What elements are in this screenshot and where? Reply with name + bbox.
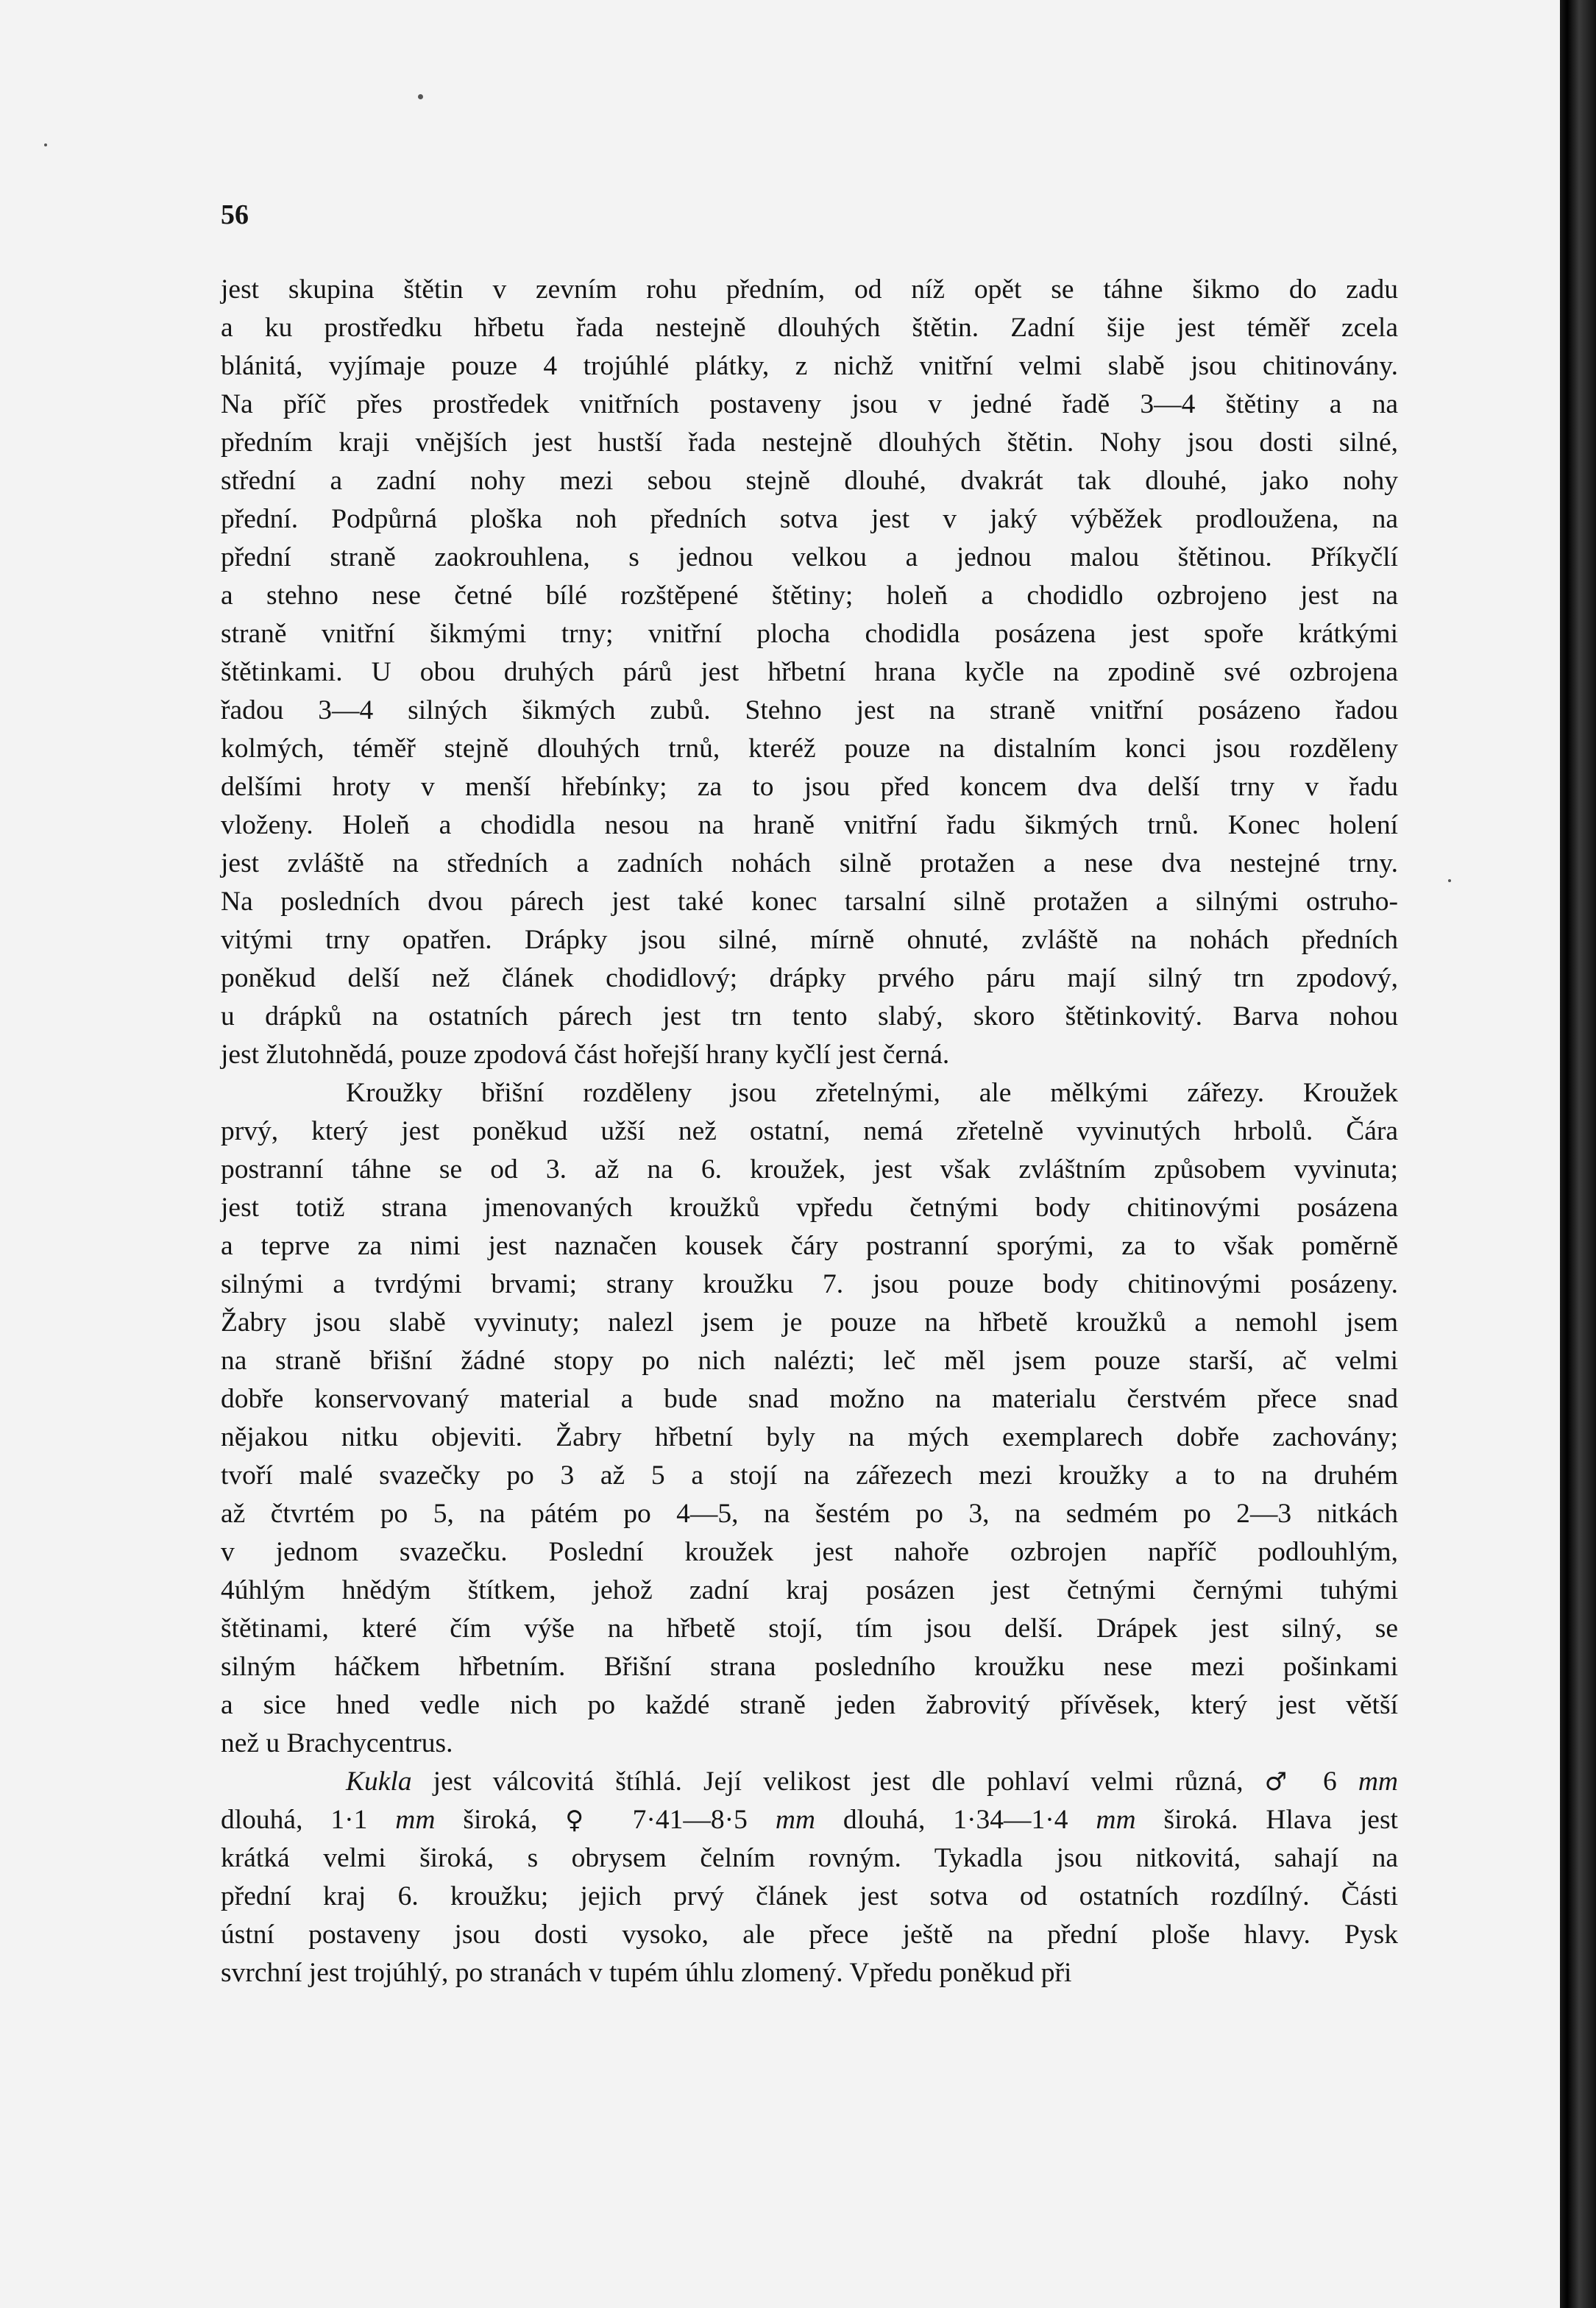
text-line: straně vnitřní šikmými trny; vnitřní plocha chodidla posázena jest spoře krátkými <box>221 619 1398 649</box>
speck <box>418 94 423 99</box>
text-line: delšími hroty v menší hřebínky; za to jsou před koncem dva delší trny v řadu <box>221 772 1398 802</box>
paragraph <box>221 271 1398 1074</box>
text-line: Kukla jest válcovitá štíhlá. Její velikost jest dle pohlaví velmi různá, ♂ 6 mm <box>346 1766 1399 1797</box>
speck <box>1448 879 1451 882</box>
text-line: krátká velmi široká, s obrysem čelním rovným. Tykadla jsou nitkovitá, sahají na <box>221 1843 1398 1873</box>
body-text <box>221 271 1398 1992</box>
text-line: dobře konservovaný material a bude snad možno na materialu čerstvém přece snad <box>221 1384 1398 1414</box>
speck <box>44 143 47 146</box>
text-line: tvoří malé svazečky po 3 až 5 a stojí na zářezech mezi kroužky a to na druhém <box>221 1460 1398 1491</box>
text-line: Na posledních dvou párech jest také konec tarsalní silně protažen a silnými ostruho- <box>221 887 1398 917</box>
paragraph <box>221 1763 1398 1992</box>
text-line: a teprve za nimi jest naznačen kousek čáry postranní sporými, za to však poměrně <box>221 1231 1398 1261</box>
text-line: nějakou nitku objeviti. Žabry hřbetní byly na mých exemplarech dobře zachovány; <box>221 1422 1398 1452</box>
text-line: předním kraji vnějších jest hustší řada nestejně dlouhých štětin. Nohy jsou dosti silné, <box>221 427 1398 458</box>
text-line: až čtvrtém po 5, na pátém po 4—5, na šestém po 3, na sedmém po 2—3 nitkách <box>221 1499 1398 1529</box>
text-line: řadou 3—4 silných šikmých zubů. Stehno jest na straně vnitřní posázeno řadou <box>221 695 1398 725</box>
text-line: přední. Podpůrná ploška noh předních sotva jest v jaký výběžek prodloužena, na <box>221 504 1398 534</box>
text-line: silným háčkem hřbetním. Břišní strana posledního kroužku nese mezi pošinkami <box>221 1652 1398 1682</box>
text-line: a sice hned vedle nich po každé straně jeden žabrovitý přívěsek, který jest větší <box>221 1690 1398 1720</box>
text-line: Kroužky břišní rozděleny jsou zřetelnými, ale mělkými zářezy. Kroužek <box>346 1078 1398 1108</box>
text-line: dlouhá, 1·1 mm široká, ♀ 7·41—8·5 mm dlouhá, 1·34—1·4 mm široká. Hlava jest <box>221 1805 1398 1835</box>
text-line: štětinkami. U obou druhých párů jest hřbetní hrana kyčle na zpodině své ozbrojena <box>221 657 1398 687</box>
page-number: 56 <box>221 199 249 230</box>
text-line: střední a zadní nohy mezi sebou stejně dlouhé, dvakrát tak dlouhé, jako nohy <box>221 466 1398 496</box>
text-line: přední kraj 6. kroužku; jejich prvý článek jest sotva od ostatních rozdílný. Části <box>221 1881 1398 1911</box>
text-line: Na příč přes prostředek vnitřních postaveny jsou v jedné řadě 3—4 štětiny a na <box>221 389 1398 419</box>
text-line: jest žlutohnědá, pouze zpodová část hořejší hrany kyčlí jest černá. <box>221 1040 950 1070</box>
text-line: jest skupina štětin v zevním rohu předním, od níž opět se táhne šikmo do zadu <box>221 274 1398 305</box>
text-line: silnými a tvrdými brvami; strany kroužku 7. jsou pouze body chitinovými posázeny. <box>221 1269 1398 1299</box>
text-line: přední straně zaokrouhlena, s jednou velkou a jednou malou štětinou. Příkyčlí <box>221 542 1398 572</box>
text-line: a stehno nese četné bílé rozštěpené štětiny; holeň a chodidlo ozbrojeno jest na <box>221 580 1398 611</box>
text-line: ústní postaveny jsou dosti vysoko, ale přece ještě na přední ploše hlavy. Pysk <box>221 1920 1398 1950</box>
text-line: na straně břišní žádné stopy po nich nalézti; leč měl jsem pouze starší, ač velmi <box>221 1346 1398 1376</box>
text-line: vloženy. Holeň a chodidla nesou na hraně vnitřní řadu šikmých trnů. Konec holení <box>221 810 1398 840</box>
text-line: kolmých, téměř stejně dlouhých trnů, kteréž pouze na distalním konci jsou rozděleny <box>221 734 1398 764</box>
page-edge-shadow <box>1560 0 1596 2308</box>
text-line: v jednom svazečku. Poslední kroužek jest nahoře ozbrojen napříč podlouhlým, <box>221 1537 1398 1567</box>
text-line: 4úhlým hnědým štítkem, jehož zadní kraj posázen jest četnými černými tuhými <box>221 1575 1398 1605</box>
text-line: jest totiž strana jmenovaných kroužků vpředu četnými body chitinovými posázena <box>221 1193 1398 1223</box>
text-line: štětinami, které čím výše na hřbetě stojí, tím jsou delší. Drápek jest silný, se <box>221 1613 1398 1644</box>
text-line: Žabry jsou slabě vyvinuty; nalezl jsem je pouze na hřbetě kroužků a nemohl jsem <box>221 1307 1398 1338</box>
text-line: jest zvláště na středních a zadních nohách silně protažen a nese dva nestejné trny. <box>221 848 1398 878</box>
paragraph <box>221 1074 1398 1763</box>
text-line: blánitá, vyjímaje pouze 4 trojúhlé plátky, z nichž vnitřní velmi slabě jsou chitinovány. <box>221 351 1398 381</box>
text-line: a ku prostředku hřbetu řada nestejně dlouhých štětin. Zadní šije jest téměř zcela <box>221 313 1398 343</box>
text-line: u drápků na ostatních párech jest trn tento slabý, skoro štětinkovitý. Barva nohou <box>221 1001 1398 1032</box>
text-line: vitými trny opatřen. Drápky jsou silné, mírně ohnuté, zvláště na nohách předních <box>221 925 1398 955</box>
text-line: prvý, který jest poněkud užší než ostatní, nemá zřetelně vyvinutých hrbolů. Čára <box>221 1116 1398 1146</box>
text-line: postranní táhne se od 3. až na 6. kroužek, jest však zvláštním způsobem vyvinuta; <box>221 1154 1398 1185</box>
text-line: svrchní jest trojúhlý, po stranách v tupém úhlu zlomený. Vpředu poněkud při <box>221 1958 1072 1988</box>
text-line: poněkud delší než článek chodidlový; drápky prvého páru mají silný trn zpodový, <box>221 963 1398 993</box>
text-line: než u Brachycentrus. <box>221 1728 453 1758</box>
